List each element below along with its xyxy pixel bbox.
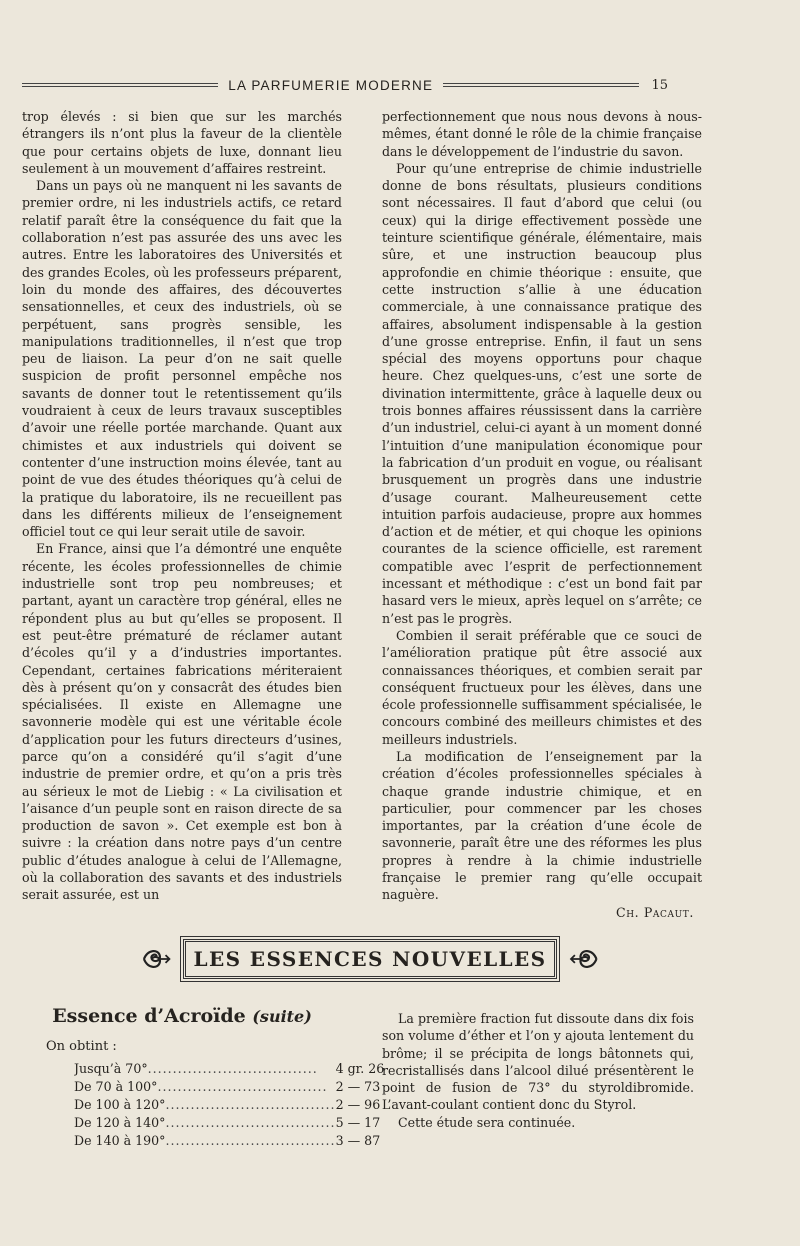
article-paragraph: Combien il serait préférable que ce souci de l’amélioration pratique pût être associé aux connaissances théoriques, et combien serait par conséquent fructueux pour les élèves, dans une école professionnelle suffisamment spécialisée, le concours combiné des meilleurs chimistes et des meilleurs industriels. xyxy=(382,627,702,747)
running-header xyxy=(22,74,668,96)
fleuron-left-icon xyxy=(140,943,171,975)
header-rule-left xyxy=(22,83,218,87)
section-banner xyxy=(140,936,600,982)
leader-dots: .................................. xyxy=(165,1097,336,1112)
leader-dots: .................................. xyxy=(147,1061,318,1076)
fraction-range: De 120 à 140° xyxy=(74,1115,166,1130)
fraction-range: De 70 à 100° xyxy=(74,1079,158,1094)
fraction-range: Jusqu’à 70° xyxy=(74,1061,148,1076)
fraction-weight: 2 — 73 xyxy=(335,1079,381,1094)
fraction-range: De 100 à 120° xyxy=(74,1097,166,1112)
essence-paragraph: La première fraction fut dissoute dans dix fois son volume d’éther et l’on y ajouta lentement du brôme; il se précipita de longs bâtonnets qui, recristallisés dans l’alcool dilué présentèrent le point de fusion de 73° du styroldibromide. L’avant-coulant contient donc du Styrol. xyxy=(382,1011,694,1113)
author-name: Ch. Pacaut. xyxy=(615,904,694,920)
obtained-label: On obtint : xyxy=(46,1039,117,1054)
fraction-range-cell xyxy=(74,1096,336,1114)
running-title: LA PARFUMERIE MODERNE xyxy=(228,77,434,93)
article-paragraph: Pour qu’une entreprise de chimie industrielle donne de bons résultats, plusieurs conditions sont nécessaires. Il faut d’abord que celui (ou ceux) qui la dirige effectivement possède une teinture scientifique générale, élémentaire, mais sûre, et une instruction beaucoup plus approfondie en chimie théorique : ensuite, que cette instruction s’allie à une éducation commerciale, à une connaissance pratique des affaires, absolument indispensable à la gestion d’une grosse entreprise. Enfin, il faut un sens spécial des moyens opportuns pour chaque heure. Chez quelques-uns, c’est une sorte de divination intermittente, grâce à laquelle deux ou trois bonnes affaires réussissent dans la carrière d’un industriel, celui-ci ayant à un moment donné l’intuition d’une manipulation économique pour la fabrication d’un produit en vogue, ou réalisant brusquement un progrès dans une industrie d’usage courant. Malheureusement cette intuition parfois audacieuse, propre aux hommes d’action et de métier, et qui choque les opinions courantes de la science officielle, est rarement compatible avec l’esprit de perfectionnement incessant et méthodique : c’est un bond fait par hasard vers le mieux, après lequel on s’arrête; ce n’est pas le progrès. xyxy=(382,160,702,626)
banner-frame xyxy=(183,939,556,979)
fraction-row xyxy=(74,1096,384,1114)
leader-dots: .................................. xyxy=(157,1079,328,1094)
fraction-row xyxy=(74,1114,384,1132)
page-number: 15 xyxy=(651,77,668,93)
article-paragraph: En France, ainsi que l’a démontré une enquête récente, les écoles professionnelles de chimie industrielle sont trop peu nombreuses; et partant, ayant un caractère trop général, elles ne répondent plus au but qu’elles se proposent. Il est peut-être prématuré de réclamer autant d’écoles qu’il y a d’industries importantes. Cependant, certaines fabrications mériteraient dès à présent qu’on y consacrât des études bien spécialisées. Il existe en Allemagne une savonnerie modèle qui est une véritable école d’application pour les futurs directeurs d’usines, parce qu’on a considéré qu’il s’agit d’une industrie de premier ordre, et qu’on a pris très au sérieux le mot de Liebig : « La civilisation et l’aisance d’un peuple sont en raison directe de sa production de savon ». Cet exemple est bon à suivre : la création dans notre pays d’un centre public d’études analogue à celui de l’Allemagne, où la collaboration des savants et des industriels serait assurée, est un xyxy=(22,541,342,903)
author-signature xyxy=(382,904,702,921)
fleuron-right-icon xyxy=(569,943,600,975)
article-paragraph: Dans un pays où ne manquent ni les savants de premier ordre, ni les industriels actifs, ce retard relatif paraît être la conséquence du fait que la collaboration n’est pas assurée des uns avec les autres. Entre les laboratoires des Universités et des grandes Ecoles, où les professeurs préparent, loin du monde des affaires, des découvertes sensationnelles, et ceux des industriels, où se perpétuent, sans progrès sensible, les manipulations traditionnelles, il n’est que trop peu de liaison. La peur d’on ne sait quelle suspicion de profit personnel empêche nos savants de donner tout le retentissement qu’ils voudraient à ceux de leurs travaux susceptibles d’avoir une réelle portée marchande. Quant aux chimistes et aux industriels qui doivent se contenter d’une instruction moins élevée, tant au point de vue des études théoriques qu’à celui de la pratique du laboratoire, ils ne recueillent pas dans les différents milieux de l’enseignement officiel tout ce qui leur serait utile de savoir. xyxy=(22,178,342,540)
leader-dots: .................................. xyxy=(165,1115,336,1130)
fraction-weight: 2 — 96 xyxy=(335,1097,381,1112)
fraction-row xyxy=(74,1060,384,1078)
fraction-weight: 3 — 87 xyxy=(335,1133,381,1148)
fraction-row xyxy=(74,1078,384,1096)
fraction-range-cell xyxy=(74,1114,336,1132)
essence-paragraph: Cette étude sera continuée. xyxy=(398,1114,576,1130)
article-paragraph: perfectionnement que nous nous devons à nous-mêmes, étant donné le rôle de la chimie française dans le développement de l’industrie du savon. xyxy=(382,109,702,159)
fractions-table xyxy=(74,1060,384,1150)
article-paragraph: trop élevés : si bien que sur les marchés étrangers ils n’ont plus la faveur de la clientèle que pour certains objets de luxe, donnant lieu seulement à un mouvement d’affaires restreint. xyxy=(22,109,342,176)
fraction-range-cell xyxy=(74,1078,336,1096)
fraction-range: De 140 à 190° xyxy=(74,1133,166,1148)
header-rule-right xyxy=(443,83,639,87)
article-right-column xyxy=(382,108,702,921)
essence-description xyxy=(382,1010,694,1131)
fraction-weight: 5 — 17 xyxy=(335,1115,381,1130)
fraction-range-cell xyxy=(74,1132,336,1150)
fraction-range-cell xyxy=(74,1060,336,1078)
essence-title-suffix: (suite) xyxy=(252,1007,312,1026)
leader-dots: .................................. xyxy=(165,1133,336,1148)
article-left-column xyxy=(22,108,342,904)
section-heading: LES ESSENCES NOUVELLES xyxy=(193,947,547,971)
essence-name: Essence d’Acroïde xyxy=(52,1005,246,1027)
essence-section xyxy=(22,1005,385,1150)
fraction-row xyxy=(74,1132,384,1150)
essence-title xyxy=(22,1005,342,1027)
fraction-weight: 4 gr. 26 xyxy=(335,1061,385,1076)
article-paragraph: La modification de l’enseignement par la création d’écoles professionnelles spéciales à chaque grande industrie chimique, et en particulier, pour commencer par les choses importantes, par la création d’une école de savonnerie, paraît être une des réformes les plus propres à rendre à la chimie industrielle française le premier rang qu’elle occupait naguère. xyxy=(382,748,702,903)
